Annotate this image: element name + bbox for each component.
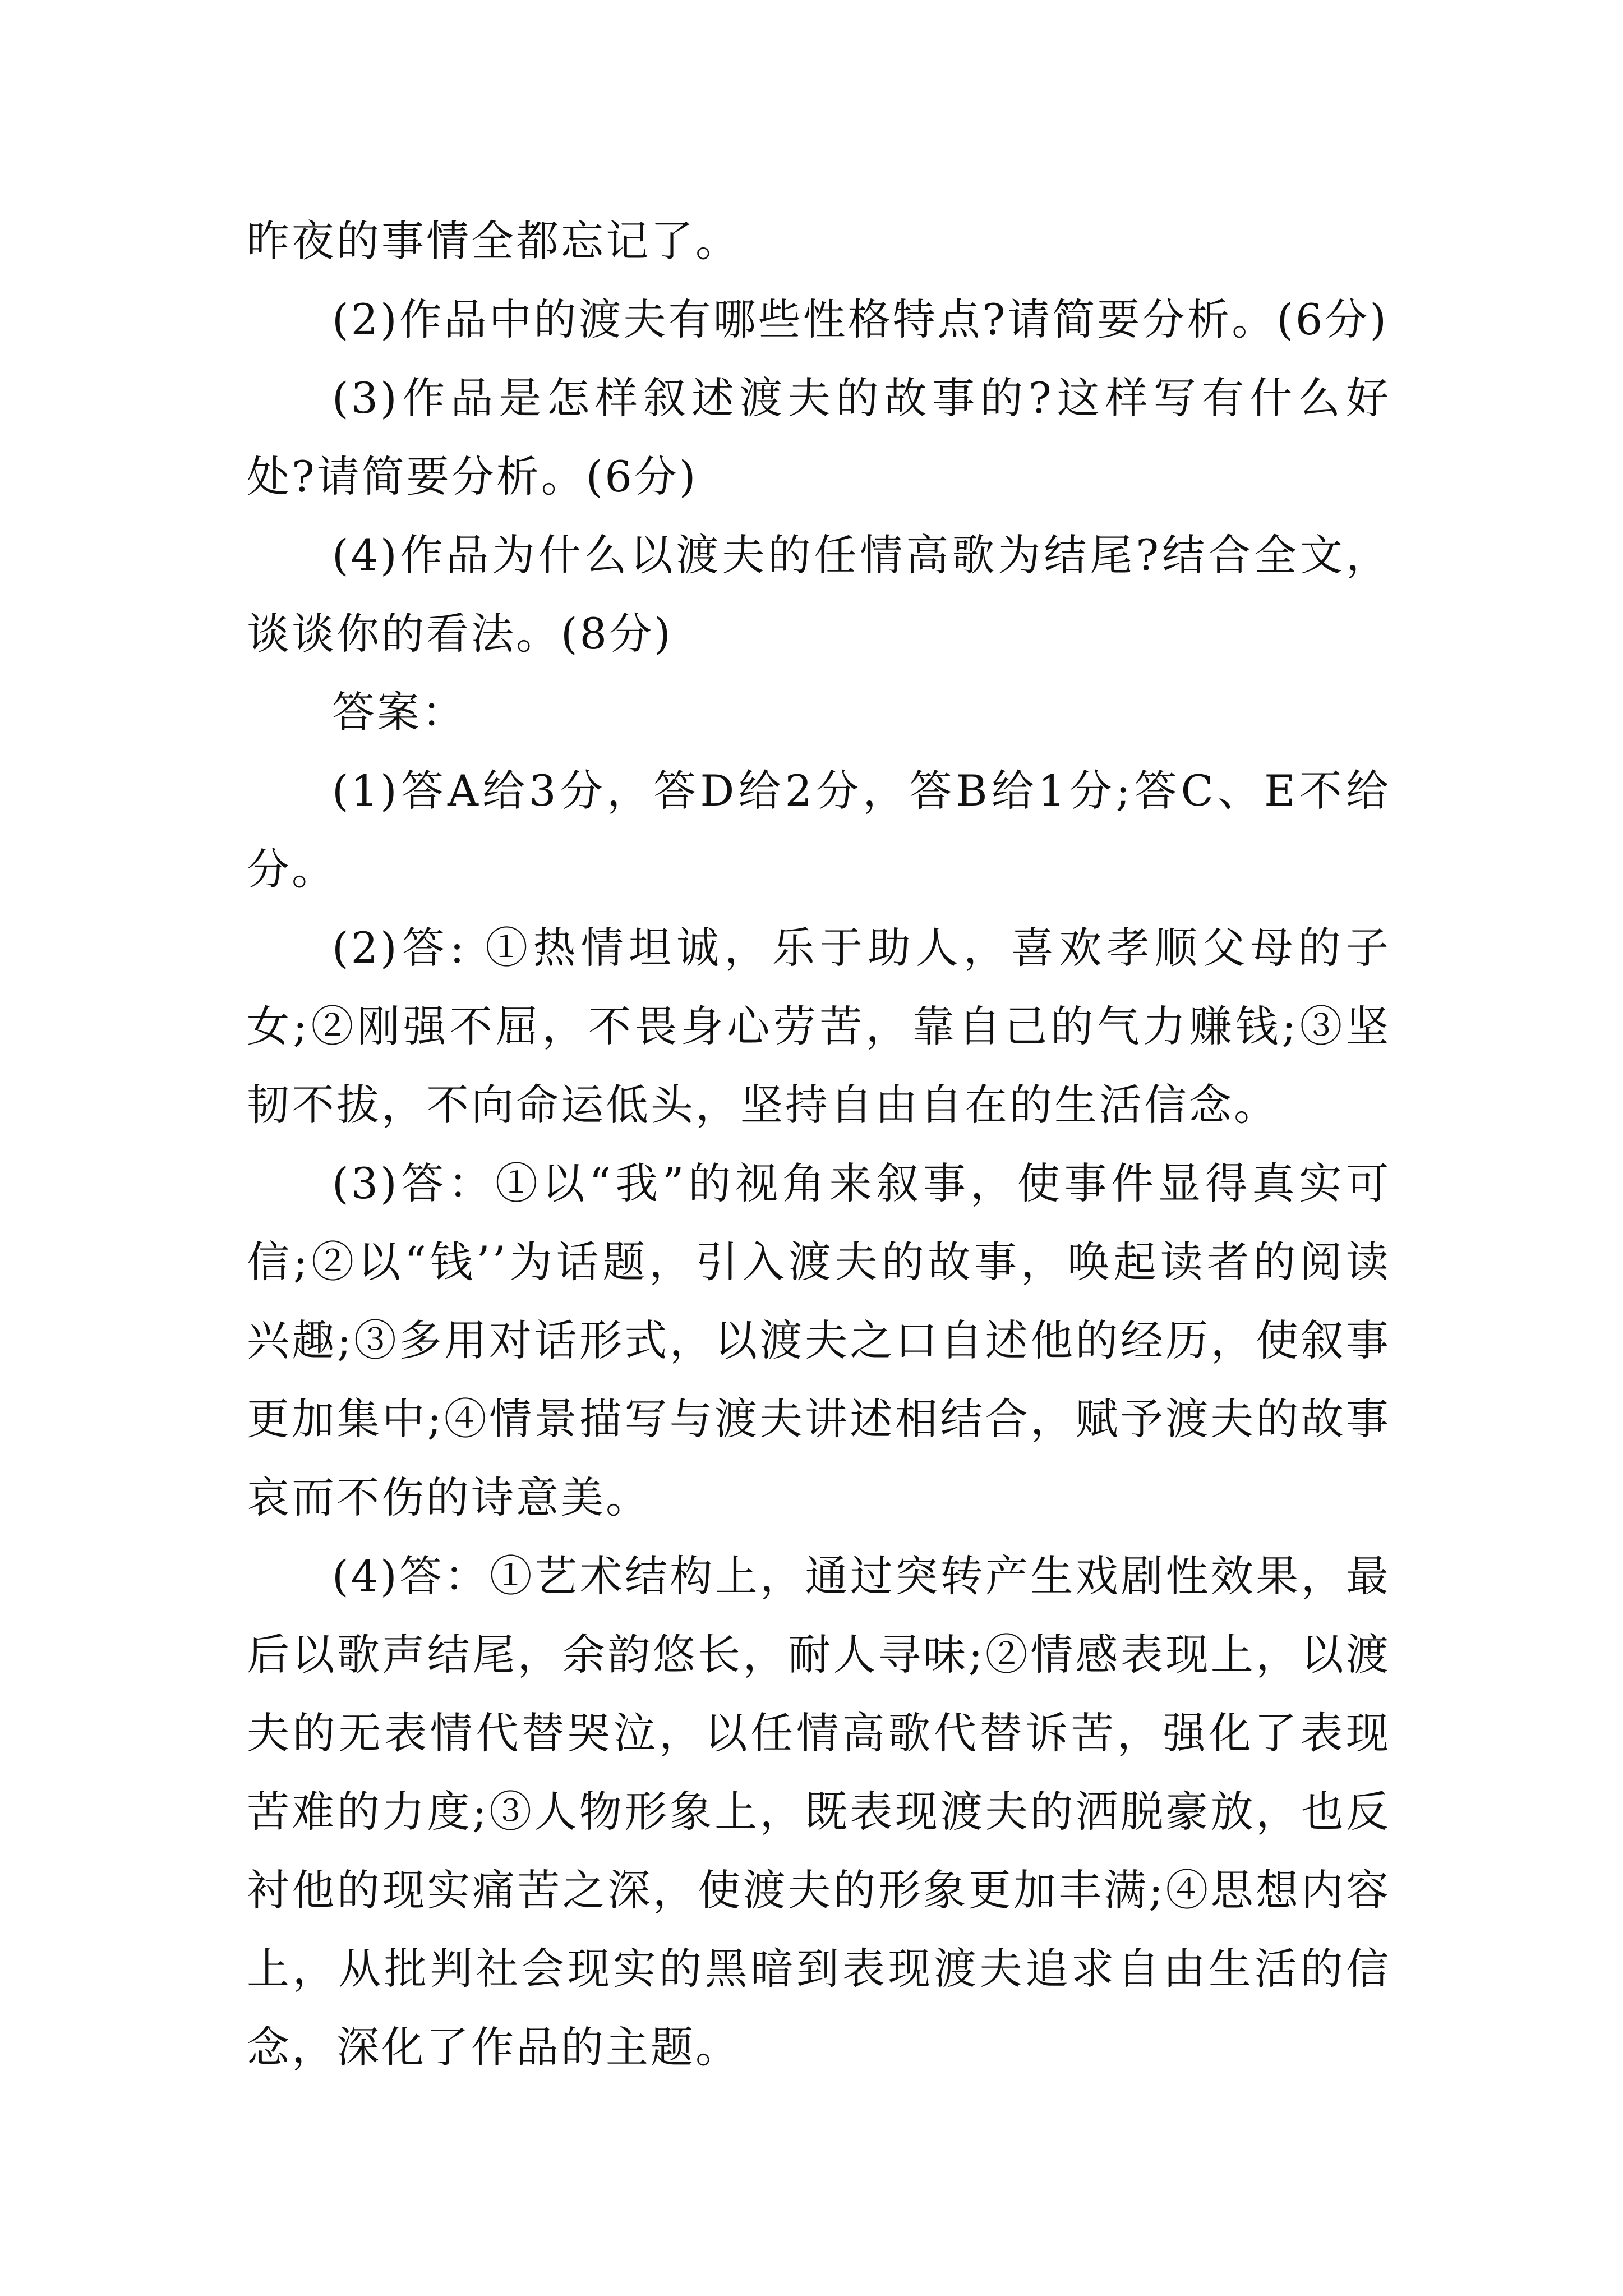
answer-4: (4)答：①艺术结构上，通过突转产生戏剧性效果，最后以歌声结尾，余韵悠长，耐人寻味;②情感表现上，以渡夫的无表情代替哭泣，以任情高歌代替诉苦，强化了表现苦难的力度;③人物形象上，既表现渡夫的洒脱豪放，也反衬他的现实痛苦之深，使渡夫的形象更加丰满;④思想内容上，从批判社会现实的黑暗到表现渡夫追求自由生活的信念，深化了作品的主题。 (247, 1551, 1391, 2072)
question-4: (4)作品为什么以渡夫的任情高歌为结尾?结合全文，谈谈你的看法。(8分) (247, 530, 1391, 659)
question-2: (2)作品中的渡夫有哪些性格特点?请简要分析。(6分) (332, 295, 1389, 344)
answer-heading: 答案： (332, 687, 467, 737)
document-body (247, 202, 1391, 2087)
answer-3: (3)答：①以“我”的视角来叙事，使事件显得真实可信;②以“钱’’为话题，引入渡夫的故事，唤起读者的阅读兴趣;③多用对话形式，以渡夫之口自述他的经历，使叙事更加集中;④情景描写与渡夫讲述相结合，赋予渡夫的故事哀而不伤的诗意美。 (247, 1158, 1391, 1522)
answer-2: (2)答: ①热情坦诚，乐于助人，喜欢孝顺父母的子女;②刚强不屈，不畏身心劳苦，靠自己的气力赚钱;③坚韧不拔，不向命运低头，坚持自由自在的生活信念。 (247, 923, 1391, 1130)
question-3: (3)作品是怎样叙述渡夫的故事的?这样写有什么好处?请简要分析。(6分) (247, 373, 1391, 501)
answer-1: (1)答A给3分，答D给2分，答B给1分;答C、E不给分。 (247, 766, 1391, 894)
paragraph-continuation: 昨夜的事情全都忘记了。 (247, 216, 740, 266)
